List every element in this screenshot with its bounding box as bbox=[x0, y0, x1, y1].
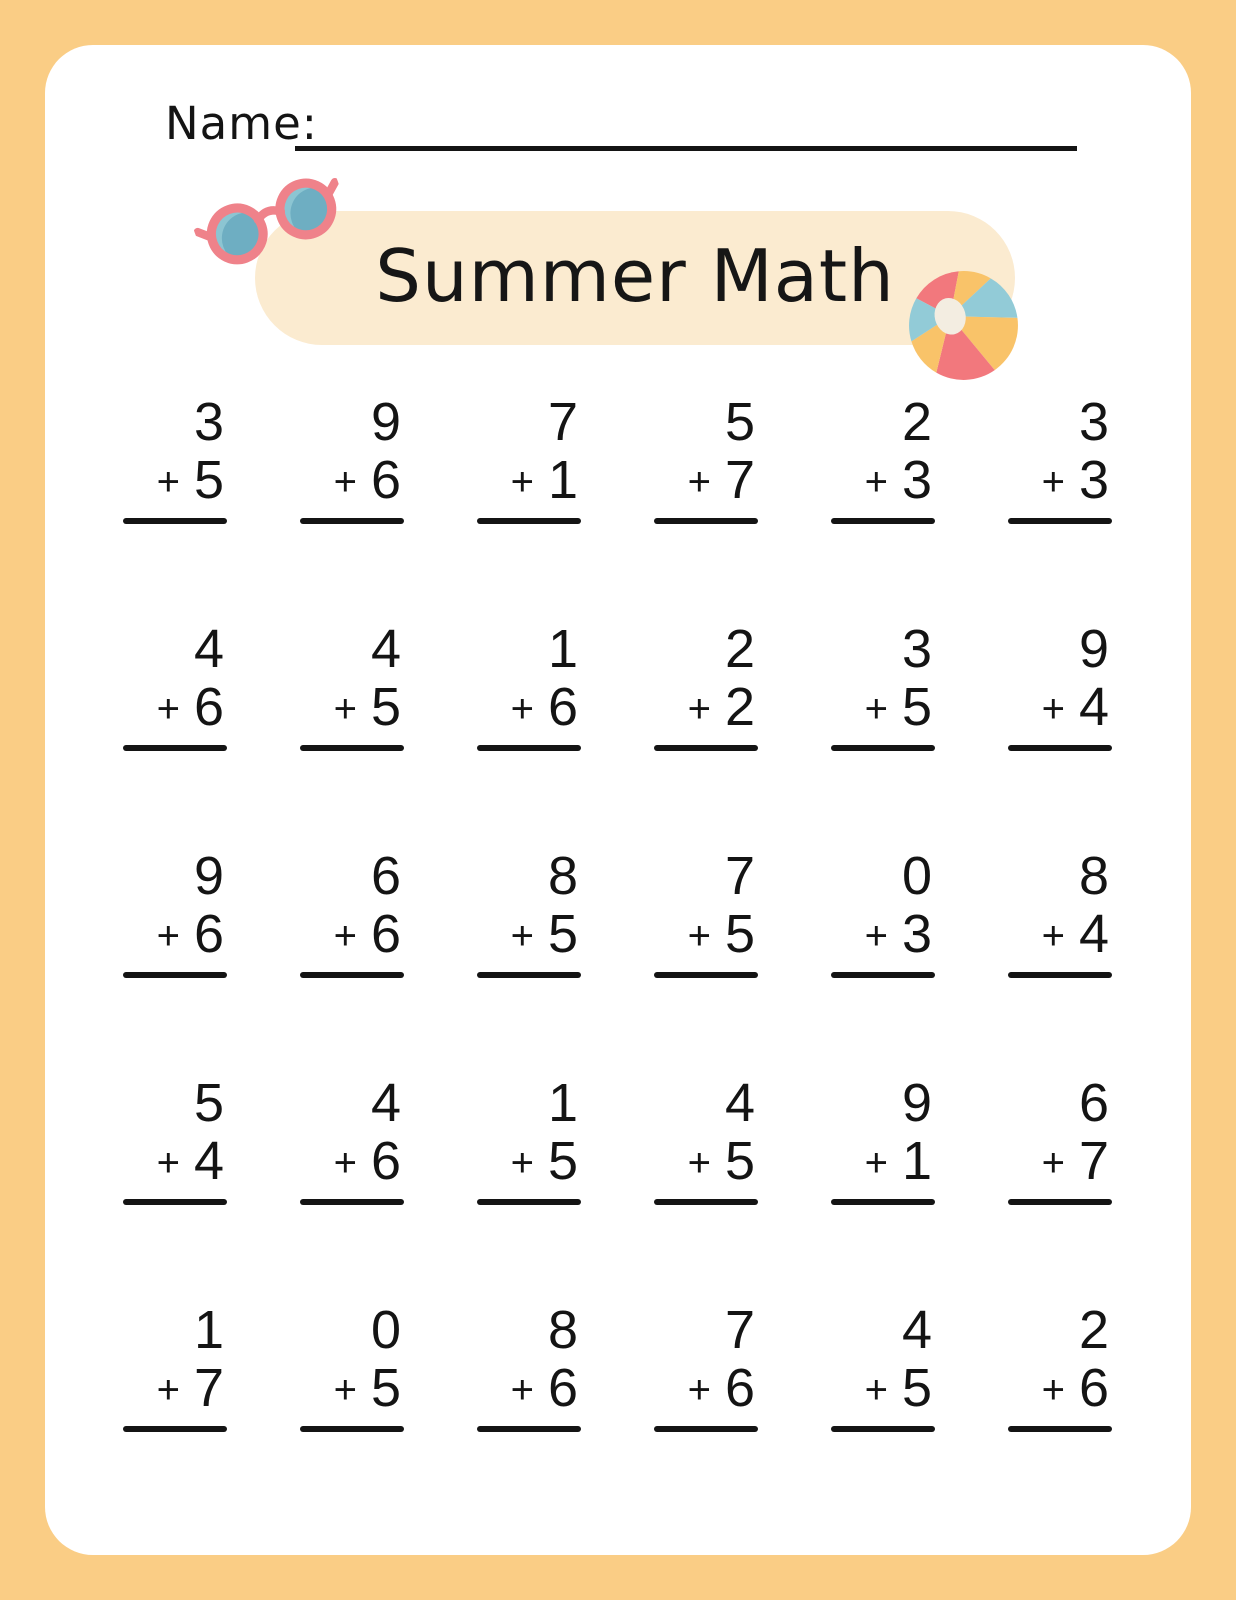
addition-problem bbox=[831, 620, 935, 751]
answer-line bbox=[831, 1199, 935, 1205]
plus-sign: + bbox=[687, 687, 711, 731]
plus-sign: + bbox=[864, 1368, 888, 1412]
addend-bottom: 7 bbox=[1078, 1131, 1109, 1191]
addend-top: 2 bbox=[1078, 1300, 1109, 1360]
addition-problem bbox=[123, 1301, 227, 1432]
addend-bottom: 6 bbox=[370, 1131, 401, 1191]
addend-top: 0 bbox=[370, 1300, 401, 1360]
addition-problem bbox=[1008, 393, 1112, 524]
addend-bottom: 6 bbox=[547, 1358, 578, 1418]
plus-sign: + bbox=[510, 1368, 534, 1412]
addend-top: 7 bbox=[724, 1300, 755, 1360]
addend-top: 4 bbox=[370, 1073, 401, 1133]
addend-bottom: 6 bbox=[724, 1358, 755, 1418]
addend-bottom: 4 bbox=[1078, 904, 1109, 964]
plus-sign: + bbox=[156, 1368, 180, 1412]
addition-problem bbox=[1008, 1074, 1112, 1205]
addition-problem bbox=[300, 620, 404, 751]
plus-sign: + bbox=[1041, 1141, 1065, 1185]
plus-sign: + bbox=[1041, 914, 1065, 958]
answer-line bbox=[477, 518, 581, 524]
plus-sign: + bbox=[156, 687, 180, 731]
answer-line bbox=[831, 972, 935, 978]
answer-line bbox=[300, 972, 404, 978]
addend-top: 3 bbox=[1078, 392, 1109, 452]
answer-line bbox=[654, 972, 758, 978]
plus-sign: + bbox=[333, 687, 357, 731]
addition-problem bbox=[300, 1074, 404, 1205]
addend-bottom: 3 bbox=[1078, 450, 1109, 510]
answer-line bbox=[123, 745, 227, 751]
answer-line bbox=[300, 518, 404, 524]
addition-problem bbox=[477, 1074, 581, 1205]
addition-problem bbox=[477, 1301, 581, 1432]
answer-line bbox=[654, 745, 758, 751]
answer-line bbox=[123, 972, 227, 978]
addition-problem bbox=[1008, 620, 1112, 751]
plus-sign: + bbox=[333, 1368, 357, 1412]
addend-bottom: 5 bbox=[724, 904, 755, 964]
addition-problem bbox=[300, 1301, 404, 1432]
name-label: Name: bbox=[165, 97, 318, 150]
answer-line bbox=[300, 745, 404, 751]
addition-problem bbox=[123, 1074, 227, 1205]
addition-problem bbox=[477, 620, 581, 751]
addition-problem bbox=[1008, 1301, 1112, 1432]
plus-sign: + bbox=[510, 687, 534, 731]
addend-bottom: 1 bbox=[901, 1131, 932, 1191]
addend-bottom: 4 bbox=[193, 1131, 224, 1191]
answer-line bbox=[831, 1426, 935, 1432]
addend-bottom: 6 bbox=[370, 450, 401, 510]
answer-line bbox=[831, 518, 935, 524]
answer-line bbox=[1008, 518, 1112, 524]
plus-sign: + bbox=[864, 1141, 888, 1185]
plus-sign: + bbox=[687, 1141, 711, 1185]
addend-top: 9 bbox=[901, 1073, 932, 1133]
addition-problem bbox=[477, 847, 581, 978]
name-write-line bbox=[295, 146, 1077, 151]
plus-sign: + bbox=[510, 1141, 534, 1185]
addition-problem bbox=[1008, 847, 1112, 978]
addend-top: 4 bbox=[901, 1300, 932, 1360]
answer-line bbox=[654, 1426, 758, 1432]
addend-bottom: 6 bbox=[1078, 1358, 1109, 1418]
addend-bottom: 4 bbox=[1078, 677, 1109, 737]
addend-top: 1 bbox=[547, 1073, 578, 1133]
addition-problem bbox=[123, 393, 227, 524]
addend-bottom: 5 bbox=[901, 677, 932, 737]
addend-bottom: 7 bbox=[193, 1358, 224, 1418]
addend-bottom: 1 bbox=[547, 450, 578, 510]
answer-line bbox=[1008, 972, 1112, 978]
plus-sign: + bbox=[864, 687, 888, 731]
addend-bottom: 6 bbox=[193, 904, 224, 964]
answer-line bbox=[123, 518, 227, 524]
addition-problem bbox=[300, 847, 404, 978]
title-banner bbox=[255, 211, 1015, 345]
plus-sign: + bbox=[156, 914, 180, 958]
addend-top: 9 bbox=[1078, 619, 1109, 679]
addition-problem bbox=[654, 393, 758, 524]
addend-bottom: 5 bbox=[547, 904, 578, 964]
problems-grid bbox=[50, 393, 1112, 1432]
addend-top: 8 bbox=[1078, 846, 1109, 906]
answer-line bbox=[654, 1199, 758, 1205]
plus-sign: + bbox=[687, 1368, 711, 1412]
answer-line bbox=[300, 1426, 404, 1432]
addend-bottom: 5 bbox=[724, 1131, 755, 1191]
answer-line bbox=[123, 1426, 227, 1432]
addend-top: 4 bbox=[370, 619, 401, 679]
addend-top: 9 bbox=[193, 846, 224, 906]
addend-top: 2 bbox=[724, 619, 755, 679]
plus-sign: + bbox=[687, 460, 711, 504]
addend-top: 6 bbox=[1078, 1073, 1109, 1133]
answer-line bbox=[477, 1199, 581, 1205]
plus-sign: + bbox=[1041, 687, 1065, 731]
plus-sign: + bbox=[333, 460, 357, 504]
addend-top: 7 bbox=[724, 846, 755, 906]
answer-line bbox=[477, 972, 581, 978]
addend-bottom: 3 bbox=[901, 450, 932, 510]
addend-top: 1 bbox=[547, 619, 578, 679]
answer-line bbox=[477, 745, 581, 751]
addend-top: 3 bbox=[901, 619, 932, 679]
answer-line bbox=[1008, 1426, 1112, 1432]
plus-sign: + bbox=[510, 460, 534, 504]
plus-sign: + bbox=[1041, 1368, 1065, 1412]
addend-top: 5 bbox=[724, 392, 755, 452]
addition-problem bbox=[654, 847, 758, 978]
addend-bottom: 2 bbox=[724, 677, 755, 737]
addition-problem bbox=[831, 1301, 935, 1432]
page-title: Summer Math bbox=[375, 234, 895, 318]
plus-sign: + bbox=[510, 914, 534, 958]
addend-top: 4 bbox=[193, 619, 224, 679]
addend-bottom: 3 bbox=[901, 904, 932, 964]
addend-top: 4 bbox=[724, 1073, 755, 1133]
addition-problem bbox=[831, 847, 935, 978]
answer-line bbox=[1008, 1199, 1112, 1205]
addition-problem bbox=[831, 393, 935, 524]
addend-bottom: 7 bbox=[724, 450, 755, 510]
plus-sign: + bbox=[156, 1141, 180, 1185]
addend-bottom: 5 bbox=[547, 1131, 578, 1191]
addition-problem bbox=[654, 1074, 758, 1205]
addend-top: 2 bbox=[901, 392, 932, 452]
answer-line bbox=[831, 745, 935, 751]
plus-sign: + bbox=[687, 914, 711, 958]
addend-bottom: 6 bbox=[193, 677, 224, 737]
addition-problem bbox=[654, 620, 758, 751]
addend-bottom: 6 bbox=[547, 677, 578, 737]
addend-bottom: 5 bbox=[370, 677, 401, 737]
addend-top: 6 bbox=[370, 846, 401, 906]
addend-bottom: 5 bbox=[193, 450, 224, 510]
addend-top: 9 bbox=[370, 392, 401, 452]
plus-sign: + bbox=[864, 460, 888, 504]
plus-sign: + bbox=[864, 914, 888, 958]
addend-top: 3 bbox=[193, 392, 224, 452]
answer-line bbox=[123, 1199, 227, 1205]
worksheet-card bbox=[45, 45, 1191, 1555]
addition-problem bbox=[123, 847, 227, 978]
addition-problem bbox=[123, 620, 227, 751]
plus-sign: + bbox=[333, 1141, 357, 1185]
addend-top: 0 bbox=[901, 846, 932, 906]
addend-top: 5 bbox=[193, 1073, 224, 1133]
plus-sign: + bbox=[333, 914, 357, 958]
answer-line bbox=[654, 518, 758, 524]
addend-bottom: 5 bbox=[370, 1358, 401, 1418]
addition-problem bbox=[654, 1301, 758, 1432]
addend-bottom: 5 bbox=[901, 1358, 932, 1418]
addend-top: 8 bbox=[547, 846, 578, 906]
answer-line bbox=[300, 1199, 404, 1205]
addend-top: 8 bbox=[547, 1300, 578, 1360]
plus-sign: + bbox=[156, 460, 180, 504]
addend-bottom: 6 bbox=[370, 904, 401, 964]
plus-sign: + bbox=[1041, 460, 1065, 504]
addend-top: 7 bbox=[547, 392, 578, 452]
addition-problem bbox=[477, 393, 581, 524]
addition-problem bbox=[300, 393, 404, 524]
beach-ball-icon bbox=[907, 269, 1020, 382]
answer-line bbox=[1008, 745, 1112, 751]
addition-problem bbox=[831, 1074, 935, 1205]
addend-top: 1 bbox=[193, 1300, 224, 1360]
answer-line bbox=[477, 1426, 581, 1432]
